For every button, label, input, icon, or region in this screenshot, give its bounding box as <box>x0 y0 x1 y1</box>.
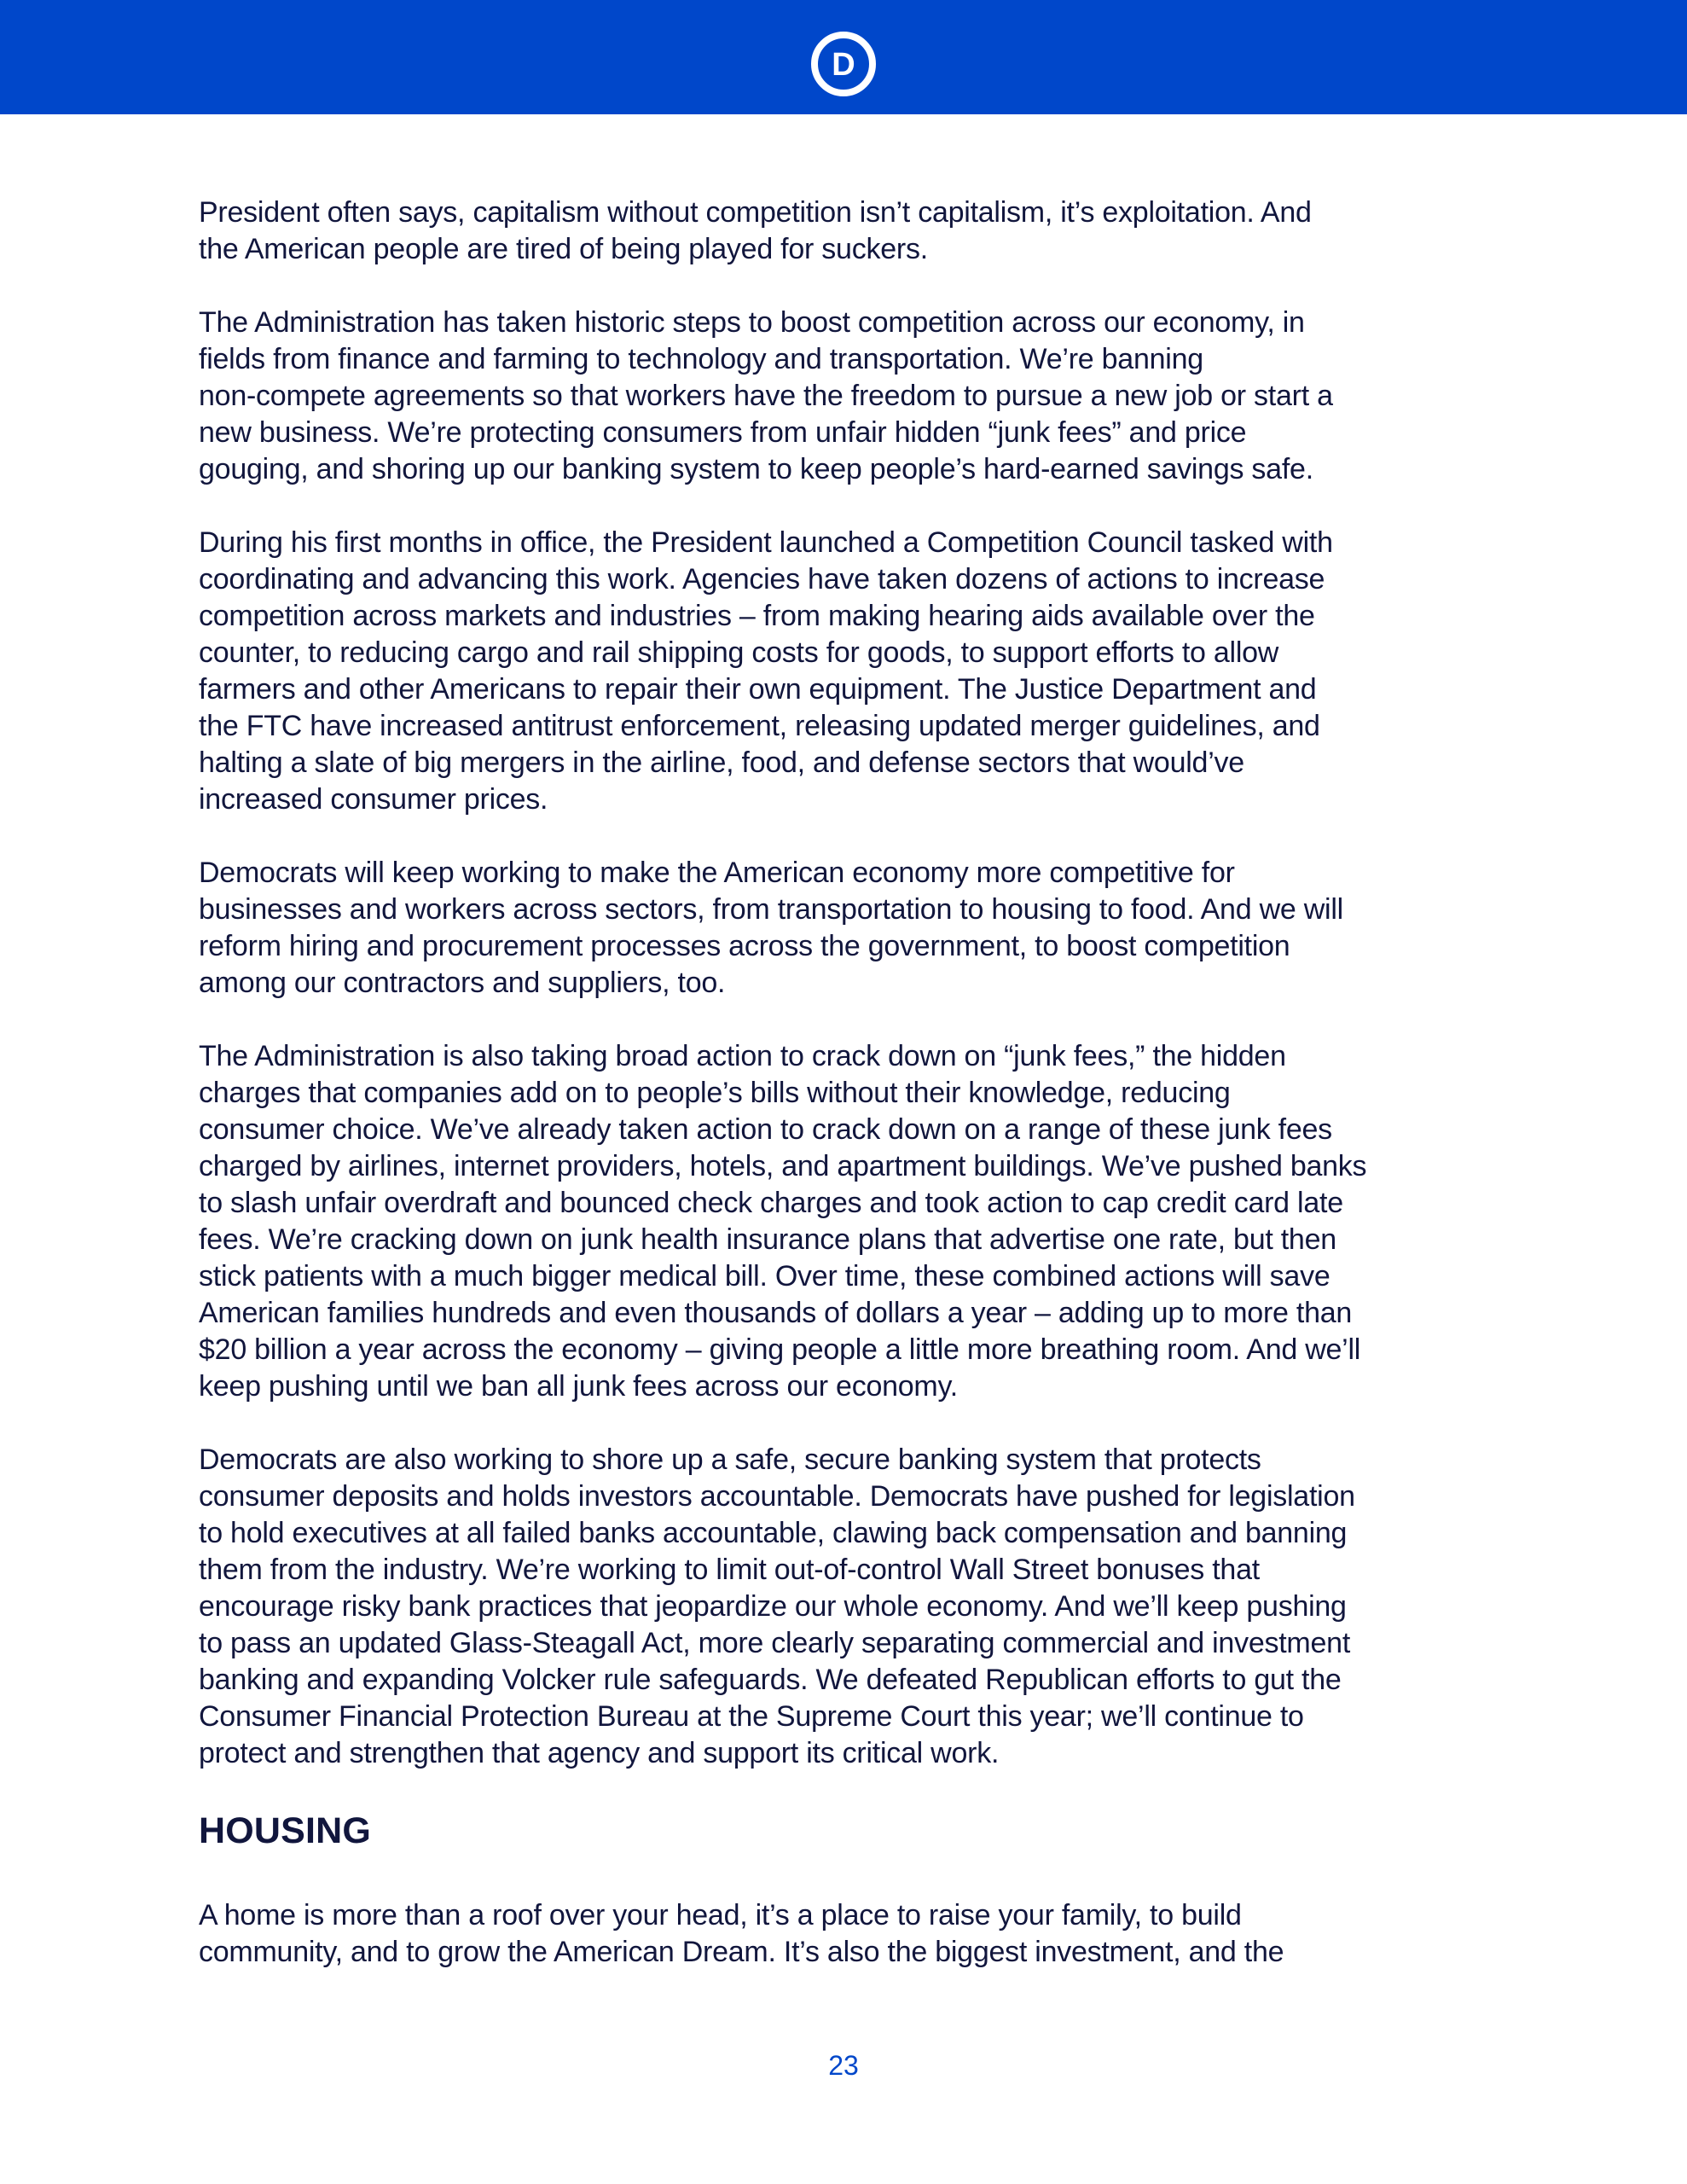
paragraph-capitalism: President often says, capitalism without competition isn’t capitalism, it’s exploitation. And the American people are tired of being played for suckers. <box>199 196 1312 265</box>
democratic-party-d-logo-icon <box>810 31 877 97</box>
paragraph-competition-steps: The Administration has taken historic steps to boost competition across our economy, in fields from finance and farming to technology and transportation. We’re banning non-compete agreements so that workers have the freedom to pursue a new job or start a new business. We’re protecting consumers from unfair hidden “junk fees” and price gouging, and shoring up our banking system to keep people’s hard-earned savings safe. <box>199 306 1333 485</box>
section-heading-housing: HOUSING <box>199 1810 372 1851</box>
paragraph-competitive-economy: Democrats will keep working to make the American economy more competitive for businesses and workers across sectors, from transportation to housing to food. And we will reform hiring and procurement processes across the government, to boost competition among our contractors and suppliers, too. <box>199 857 1343 999</box>
header-bar <box>0 0 1687 114</box>
page-number: 23 <box>828 2050 859 2081</box>
paragraph-competition-council: During his first months in office, the President launched a Competition Council tasked with coordinating and advancing this work. Agencies have taken dozens of actions to increase competition across markets and industries – from making hearing aids available over the counter, to reducing cargo and rail shipping costs for goods, to support efforts to allow farmers and other Americans to repair their own equipment. The Justice Department and the FTC have increased antitrust enforcement, releasing updated merger guidelines, and halting a slate of big mergers in the airline, food, and defense sectors that would’ve increased consumer prices. <box>199 526 1333 816</box>
paragraph-junk-fees: The Administration is also taking broad action to crack down on “junk fees,” the hidden charges that companies add on to people’s bills without their knowledge, reducing consumer choice. We’ve already taken action to crack down on a range of these junk fees charged by airlines, internet providers, hotels, and apartment buildings. We’ve pushed banks to slash unfair overdraft and bounced check charges and took action to cap credit card late fees. We’re cracking down on junk health insurance plans that advertise one rate, but then stick patients with a much bigger medical bill. Over time, these combined actions will save American families hundreds and even thousands of dollars a year – adding up to more than $20 billion a year across the economy – giving people a little more breathing room. And we’ll keep pushing until we ban all junk fees across our economy. <box>199 1040 1367 1403</box>
paragraph-housing-intro: A home is more than a roof over your head, it’s a place to raise your family, to build community, and to grow the American Dream. It’s also the biggest investment, and the <box>199 1899 1284 1968</box>
page-content <box>199 195 1512 2007</box>
paragraph-banking-system: Democrats are also working to shore up a safe, secure banking system that protects consumer deposits and holds investors accountable. Democrats have pushed for legislation to hold executives at all failed banks accountable, clawing back compensation and banning them from the industry. We’re working to limit out-of-control Wall Street bonuses that encourage risky bank practices that jeopardize our whole economy. And we’ll keep pushing to pass an updated Glass-Steagall Act, more clearly separating commercial and investment banking and expanding Volcker rule safeguards. We defeated Republican efforts to gut the Consumer Financial Protection Bureau at the Supreme Court this year; we’ll continue to protect and strengthen that agency and support its critical work. <box>199 1443 1355 1769</box>
logo-letter: D <box>832 47 855 83</box>
